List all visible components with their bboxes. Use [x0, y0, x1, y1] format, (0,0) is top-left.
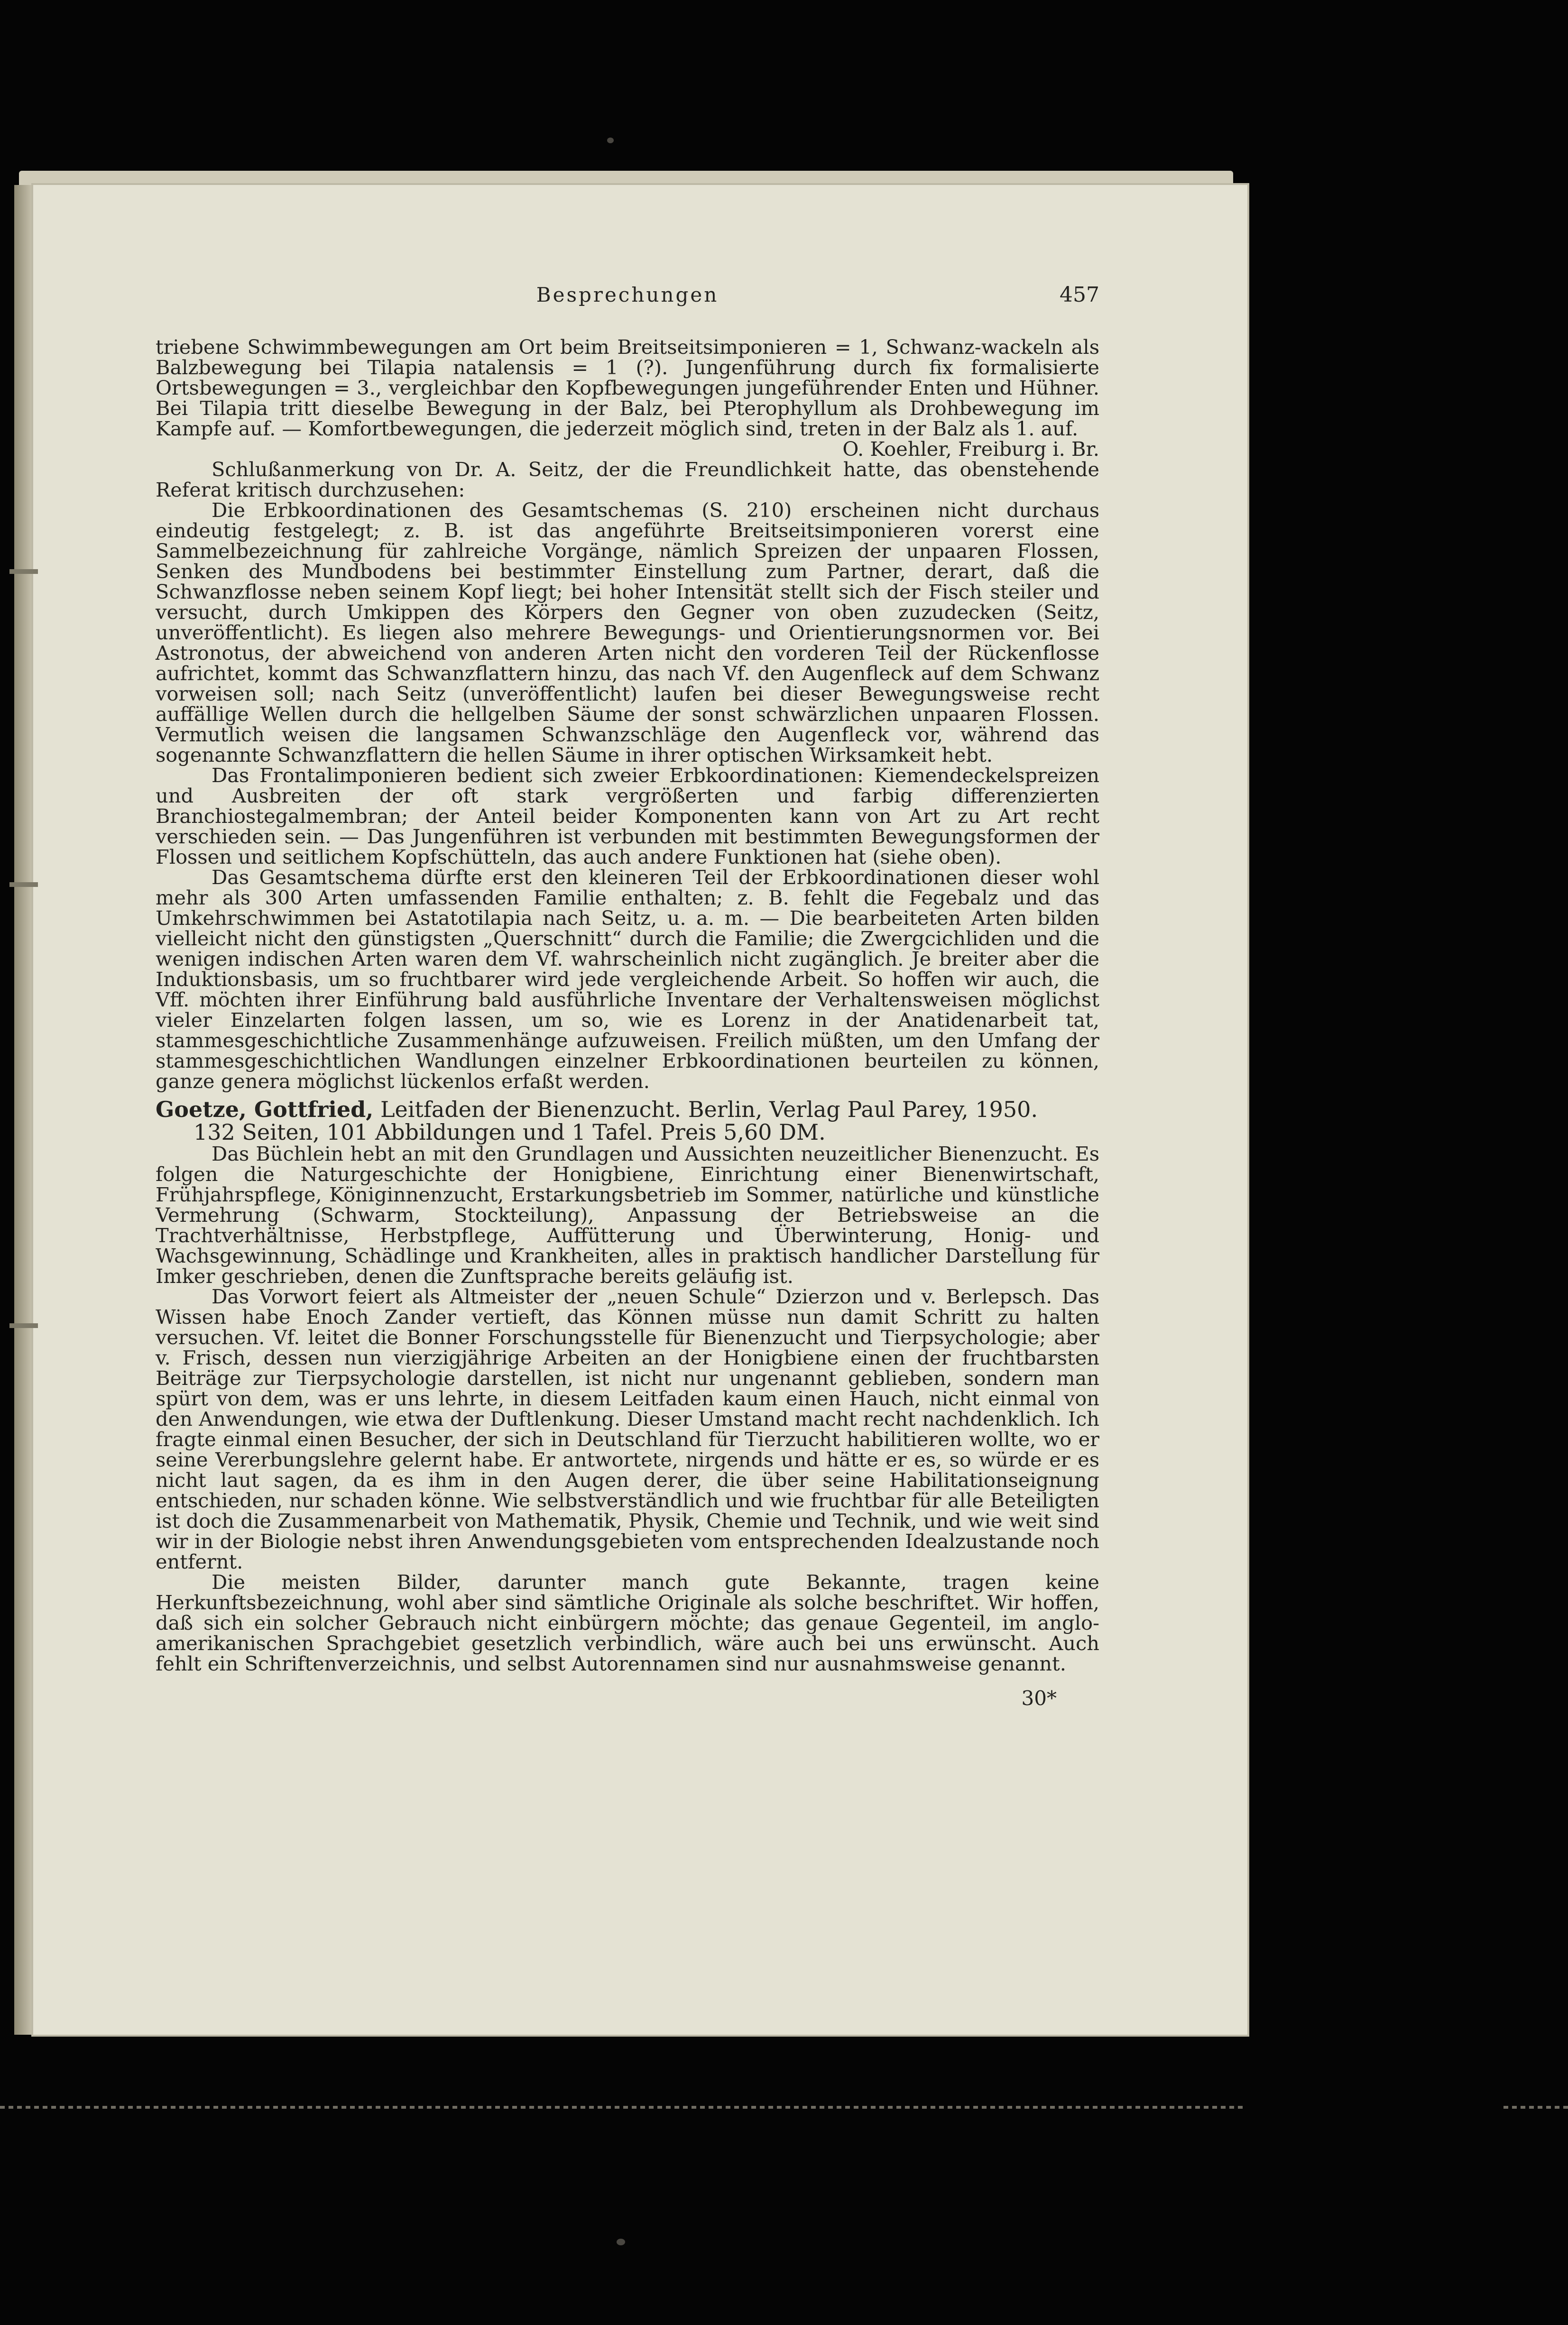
dust-speck	[607, 138, 614, 143]
paragraph-buechlein: Das Büchlein hebt an mit den Grundlagen und Aussichten neuzeitlicher Bienenzucht. Es folgen die Naturgeschichte der Honigbiene, Einrichtung einer Bienenwirtschaft, Frühjahrspflege, Königinnenzucht, Erstarkungsbetrieb im Sommer, natürliche und künstliche Vermehrung (Schwarm, Stockteilung), Anpassung der Betriebsweise an die Trachtverhältnisse, Herbstpflege, Auffütterung und Überwinterung, Honig- und Wachsgewinnung, Schädlinge und Krankheiten, alles in praktisch handlicher Darstellung für Imker geschrieben, denen die Zunftsprache bereits geläufig ist.	[156, 1142, 1099, 1288]
header-title: Besprechungen	[536, 283, 719, 306]
dust-speck	[617, 2239, 625, 2245]
paragraph-continuation: triebene Schwimmbewegungen am Ort beim Breitseitsimponieren = 1, Schwanz-wackeln als Balzbewegung bei Tilapia natalensis = 1 (?). Jungenführung durch fix formalisierte Ortsbewegungen = 3., vergleichbar den Kopfbewegungen jungeführender Enten und Hühner. Bei Tilapia tritt dieselbe Bewegung in der Balz, bei Pterophyllum als Drohbewegung im Kampfe auf. — Komfortbewegungen, die jederzeit möglich sind, treten in der Balz als 1. auf.	[156, 335, 1099, 440]
bottom-dotted-rule	[0, 2106, 1243, 2109]
paragraph-bilder: Die meisten Bilder, darunter manch gute Bekannte, tragen keine Herkunftsbezeichnung, wohl aber sind sämtliche Originale als solche beschriftet. Wir hoffen, daß sich ein solcher Gebrauch nicht einbürgern möchte; das genaue Gegenteil, im anglo-amerikanischen Sprachgebiet gesetzlich verbindlich, wäre auch bei uns erwünscht. Auch fehlt ein Schriftenverzeichnis, und selbst Autorennamen sind nur ausnahmsweise genannt.	[156, 1570, 1099, 1675]
review-signature: O. Koehler, Freiburg i. Br.	[842, 437, 1099, 461]
signature-mark: 30*	[1021, 1687, 1057, 1710]
margin-tab-1	[9, 569, 38, 574]
margin-tab-2	[9, 882, 38, 887]
right-dotted-rule	[1503, 2106, 1568, 2109]
paragraph-vorwort: Das Vorwort feiert als Altmeister der „neuen Schule“ Dzierzon und v. Berlepsch. Das Wissen habe Enoch Zander vertieft, das Können müsse nun damit Schritt zu halten versuchen. Vf. leitet die Bonner Forschungsstelle für Bienenzucht und Tierpsychologie; aber v. Frisch, dessen nun vierzigjährige Arbeiten an der Honigbiene einen der fruchtbarsten Beiträge zur Tierpsychologie darstellen, ist nicht nur ungenannt geblieben, sondern man spürt von dem, was er uns lehrte, in diesem Leitfaden kaum einen Hauch, nicht einmal von den Anwendungen, wie etwa der Duftlenkung. Dieser Umstand macht recht nachdenklich. Ich fragte einmal einen Besucher, der sich in Deutschland für Tierzucht habilitieren wollte, wo er seine Vererbungslehre gelernt habe. Er antwortete, nirgends und hätte er es, so würde er es nicht laut sagen, da es ihm in den Augen derer, die über seine Habilitationseignung entschieden, nur schaden könne. Wie selbstverständlich und wie fruchtbar für alle Beteiligten ist doch die Zusammenarbeit von Mathematik, Physik, Chemie und Technik, und wie weit sind wir in der Biologie nebst ihren Anwendungsgebieten vom entsprechenden Idealzustande noch entfernt.	[156, 1285, 1099, 1573]
paragraph-erbkoordinationen: Die Erbkoordinationen des Gesamtschemas (S. 210) erscheinen nicht durchaus eindeutig festgelegt; z. B. ist das angeführte Breitseitsimponieren vorerst eine Sammelbezeichnung für zahlreiche Vorgänge, nämlich Spreizen der unpaaren Flossen, Senken des Mundbodens bei bestimmter Einstellung zum Partner, derart, daß die Schwanzflosse neben seinem Kopf liegt; bei hoher Intensität stellt sich der Fisch steiler und versucht, durch Umkippen des Körpers den Gegner von oben zuzudecken (Seitz, unveröffentlicht). Es liegen also mehrere Bewegungs- und Orientierungsnormen vor. Bei Astronotus, der abweichend von anderen Arten nicht den vorderen Teil der Rückenflosse aufrichtet, kommt das Schwanzflattern hinzu, das nach Vf. den Augenfleck auf dem Schwanz vorweisen soll; nach Seitz (unveröffentlicht) laufen bei dieser Bewegungsweise recht auffällige Wellen durch die hellgelben Säume der sonst schwärzlichen unpaaren Flossen. Vermutlich weisen die langsamen Schwanzschläge den Augenfleck vor, während das sogenannte Schwanzflattern die hellen Säume in ihrer optischen Wirksamkeit hebt.	[156, 498, 1099, 766]
document-page	[33, 185, 1247, 2035]
page-binding-edge	[14, 185, 35, 2035]
running-header	[156, 285, 1099, 318]
closing-note-intro: Schlußanmerkung von Dr. A. Seitz, der die Freundlichkeit hatte, das obenstehende Referat kritisch durchzusehen:	[156, 458, 1099, 501]
page-text-block	[156, 285, 1099, 1945]
book-entry-heading	[156, 1098, 1099, 1144]
margin-tab-3	[9, 1323, 38, 1328]
book-author: Goetze, Gottfried,	[156, 1097, 374, 1122]
book-details-line: 132 Seiten, 101 Abbildungen und 1 Tafel. Preis 5,60 DM.	[194, 1119, 826, 1145]
book-title-line: Leitfaden der Bienenzucht. Berlin, Verlag Paul Parey, 1950.	[380, 1097, 1038, 1122]
paragraph-gesamtschema: Das Gesamtschema dürfte erst den kleineren Teil der Erbkoordinationen dieser wohl mehr als 300 Arten umfassenden Familie enthalten; z. B. fehlt die Fegebalz und das Umkehrschwimmen bei Astatotilapia nach Seitz, u. a. m. — Die bearbeiteten Arten bilden vielleicht nicht den günstigsten „Querschnitt“ durch die Familie; die Zwergcichliden und die wenigen indischen Arten waren dem Vf. wahrscheinlich nicht zugänglich. Je breiter aber die Induktionsbasis, um so fruchtbarer wird jede vergleichende Arbeit. So hoffen wir auch, die Vff. möchten ihrer Einführung bald ausführliche Inventare der Verhaltensweisen möglichst vieler Einzelarten folgen lassen, um so, wie es Lorenz in der Anatidenarbeit tat, stammesgeschichtliche Zusammenhänge aufzuweisen. Freilich müßten, um den Umfang der stammesgeschichtlichen Wandlungen einzelner Erbkoordinationen beurteilen zu können, ganze genera möglichst lückenlos erfaßt werden.	[156, 866, 1099, 1093]
paragraph-frontalimponieren: Das Frontalimponieren bedient sich zweier Erbkoordinationen: Kiemendeckelspreizen und Ausbreiten der oft stark vergrößerten und farbig differenzierten Branchiostegalmembran; der Anteil beider Komponenten kann von Art zu Art recht verschieden sein. — Das Jungenführen ist verbunden mit bestimmten Bewegungsformen der Flossen und seitlichem Kopfschütteln, das auch andere Funktionen hat (siehe oben).	[156, 764, 1099, 868]
page-number: 457	[1060, 283, 1099, 307]
